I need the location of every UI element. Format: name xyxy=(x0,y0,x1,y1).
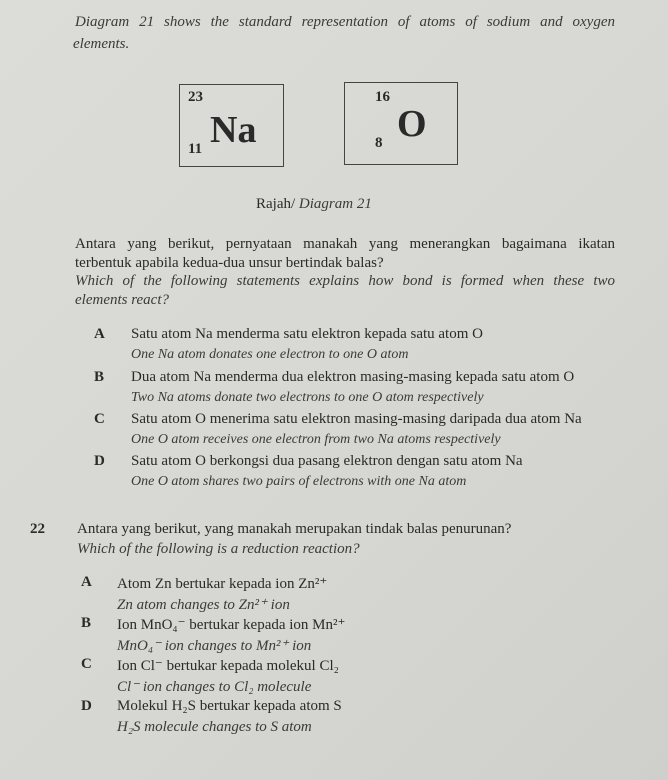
option-text-en: One Na atom donates one electron to one O atom xyxy=(131,347,409,362)
diagram-caption xyxy=(256,196,372,213)
caption-en: Diagram 21 xyxy=(298,196,372,212)
q21-question-ms: Antara yang berikut, pernyataan manakah yang menerangkan bagaimana ikatan xyxy=(75,236,615,252)
option-letter: B xyxy=(94,369,105,385)
na-mass-number: 23 xyxy=(188,89,203,105)
sodium-symbol-box xyxy=(179,84,284,167)
option-text-ms: Atom Zn bertukar kepada ion Zn²⁺ xyxy=(117,576,328,592)
option-text-en: One O atom shares two pairs of electrons with one Na atom xyxy=(131,474,467,489)
option-text-en: MnO₄⁻ ion changes to Mn²⁺ ion xyxy=(117,638,312,654)
option-text-ms: Dua atom Na menderma dua elektron masing-masing kepada satu atom O xyxy=(131,369,575,385)
oxygen-symbol-box xyxy=(344,82,458,165)
option-letter: D xyxy=(81,698,92,714)
q21-intro-cont: elements. xyxy=(73,36,130,52)
option-text-en: Two Na atoms donate two electrons to one O atom respectively xyxy=(131,390,484,405)
o-symbol: O xyxy=(397,103,427,145)
q22-question-en: Which of the following is a reduction reaction? xyxy=(77,541,360,557)
option-text-ms: Satu atom Na menderma satu elektron kepada satu atom O xyxy=(131,326,483,342)
option-letter: B xyxy=(81,615,92,631)
option-text-ms: Ion MnO₄⁻ bertukar kepada ion Mn²⁺ xyxy=(117,617,346,633)
o-mass-number: 16 xyxy=(375,89,390,105)
q21-question-ms-cont: terbentuk apabila kedua-dua unsur bertindak balas? xyxy=(75,255,384,271)
option-text-en: One O atom receives one electron from two Na atoms respectively xyxy=(131,432,501,447)
option-letter: A xyxy=(94,326,105,342)
option-letter: D xyxy=(94,453,105,469)
option-text-ms: Ion Cl⁻ bertukar kepada molekul Cl₂ xyxy=(117,658,339,674)
q21-question-en: Which of the following statements explains how bond is formed when these two xyxy=(75,273,615,289)
o-atomic-number: 8 xyxy=(375,135,383,151)
q21-question-en-cont: elements react? xyxy=(75,292,169,308)
option-letter: A xyxy=(81,574,92,590)
q22-question-ms: Antara yang berikut, yang manakah merupakan tindak balas penurunan? xyxy=(77,521,512,537)
option-text-en: Zn atom changes to Zn²⁺ ion xyxy=(117,597,290,613)
option-text-ms: Molekul H₂S bertukar kepada atom S xyxy=(117,698,342,714)
q22-number: 22 xyxy=(30,521,45,537)
na-symbol: Na xyxy=(210,109,257,151)
option-text-en: H₂S molecule changes to S atom xyxy=(117,719,312,735)
caption-ms: Rajah/ xyxy=(256,196,296,212)
na-atomic-number: 11 xyxy=(188,141,203,157)
option-text-en: Cl⁻ ion changes to Cl₂ molecule xyxy=(117,679,312,695)
option-text-ms: Satu atom O menerima satu elektron masing-masing daripada dua atom Na xyxy=(131,411,582,427)
option-text-ms: Satu atom O berkongsi dua pasang elektron dengan satu atom Na xyxy=(131,453,523,469)
option-letter: C xyxy=(81,656,92,672)
option-letter: C xyxy=(94,411,105,427)
q21-intro: Diagram 21 shows the standard representation of atoms of sodium and oxygen xyxy=(75,14,615,30)
